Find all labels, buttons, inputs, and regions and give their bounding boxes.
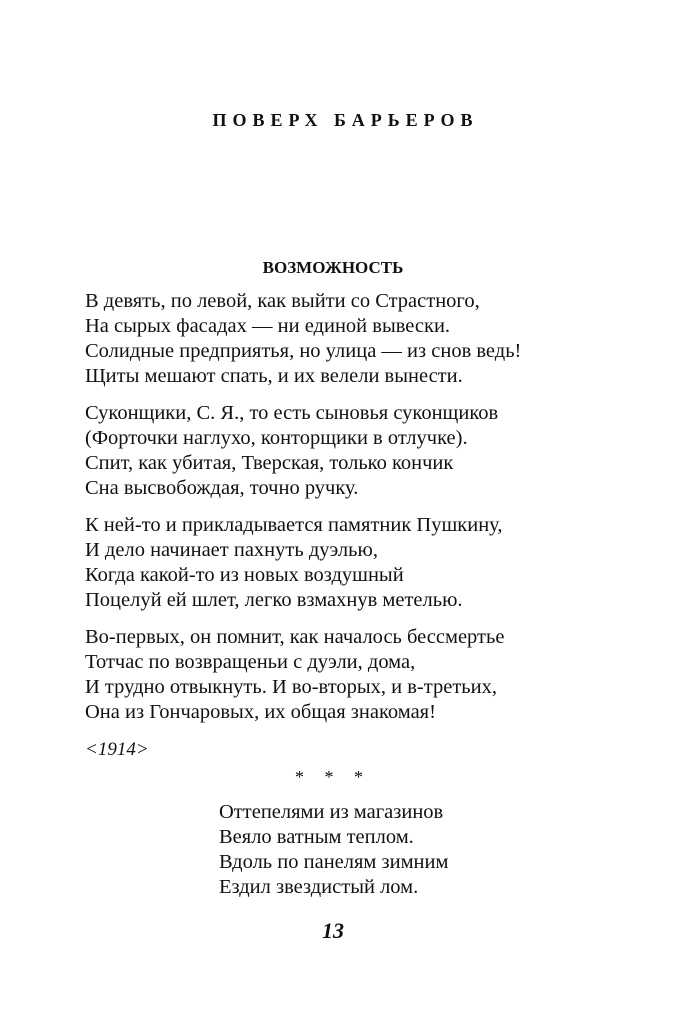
poem-vozmozhnost bbox=[85, 289, 645, 737]
section-title: ПОВЕРХ БАРЬЕРОВ bbox=[212, 110, 479, 130]
poem-line: Щиты мешают спать, и их велели вынести. bbox=[85, 365, 463, 387]
poem-line: Сна высвобождая, точно ручку. bbox=[85, 477, 359, 499]
stanza bbox=[85, 289, 645, 389]
poem-line: Оттепелями из магазинов bbox=[219, 801, 444, 823]
page-number: 13 bbox=[322, 918, 344, 943]
poem-line: Ездил звездистый лом. bbox=[219, 876, 419, 898]
stanza bbox=[85, 513, 645, 613]
poem-line: Суконщики, С. Я., то есть сыновья суконщиков bbox=[85, 402, 499, 424]
poem-line: И трудно отвыкнуть. И во-вторых, и в-третьих, bbox=[85, 676, 497, 698]
poem-line: На сырых фасадах — ни единой вывески. bbox=[85, 315, 451, 337]
poem-line: Веяло ватным теплом. bbox=[219, 826, 414, 848]
poem-line: Во-первых, он помнит, как началось бессмертье bbox=[85, 626, 505, 648]
poem-title: ВОЗМОЖНОСТЬ bbox=[262, 258, 404, 277]
poem-line: Поцелуй ей шлет, легко взмахнув метелью. bbox=[85, 589, 463, 611]
poem-ottepelyami bbox=[219, 800, 639, 912]
poem-line: Солидные предприятья, но улица — из снов ведь! bbox=[85, 340, 522, 362]
poem-line: Когда какой-то из новых воздушный bbox=[85, 564, 404, 586]
poem-line: К ней-то и прикладывается памятник Пушкину, bbox=[85, 514, 503, 536]
poem-line: И дело начинает пахнуть дуэлью, bbox=[85, 539, 378, 561]
poem-line: Она из Гончаровых, их общая знакомая! bbox=[85, 701, 436, 723]
poem-line: Спит, как убитая, Тверская, только кончик bbox=[85, 452, 454, 474]
section-separator: * * * bbox=[295, 767, 371, 787]
stanza bbox=[219, 800, 639, 900]
stanza bbox=[85, 625, 645, 725]
poem-date: <1914> bbox=[85, 739, 149, 760]
poem-line: (Форточки наглухо, конторщики в отлучке). bbox=[85, 427, 468, 449]
poem-line: Вдоль по панелям зимним bbox=[219, 851, 449, 873]
poem-line: Тотчас по возвращеньи с дуэли, дома, bbox=[85, 651, 416, 673]
poem-line: В девять, по левой, как выйти со Страстного, bbox=[85, 290, 480, 312]
stanza bbox=[85, 401, 645, 501]
